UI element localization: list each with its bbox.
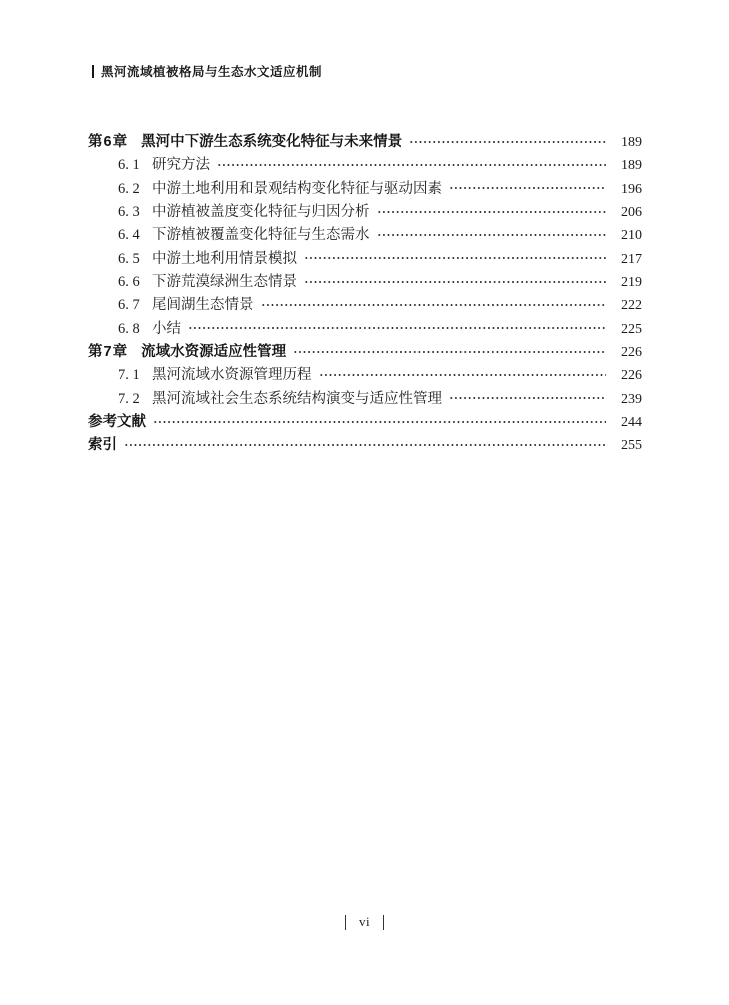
toc-entry-title: 中游土地利用和景观结构变化特征与驱动因素 bbox=[152, 180, 442, 197]
dot-leader bbox=[377, 228, 607, 242]
toc-entry-page: 222 bbox=[621, 298, 642, 314]
toc-entry-7-1 bbox=[88, 363, 642, 386]
toc-entry-page: 244 bbox=[621, 415, 642, 431]
toc-entry-number: 6. 8 bbox=[118, 320, 140, 337]
dot-leader bbox=[449, 181, 606, 195]
toc-entry-page: 210 bbox=[621, 228, 642, 244]
toc-entry-page: 255 bbox=[621, 438, 642, 454]
dot-leader bbox=[261, 298, 607, 312]
dot-leader bbox=[188, 321, 606, 335]
toc-entry-page: 225 bbox=[621, 321, 642, 337]
toc-entry-6-7 bbox=[88, 293, 642, 316]
toc-entry-title: 黑河中下游生态系统变化特征与未来情景 bbox=[141, 134, 403, 150]
footer-rule-left bbox=[345, 915, 346, 930]
toc-entry-7-2 bbox=[88, 387, 642, 410]
toc-entry-title: 中游土地利用情景模拟 bbox=[152, 250, 297, 267]
toc-entry-title: 小结 bbox=[152, 320, 181, 337]
toc-entry-page: 226 bbox=[621, 368, 642, 384]
dot-leader bbox=[409, 135, 606, 149]
toc-entry-6-6 bbox=[88, 270, 642, 293]
toc-entry-chapter-6 bbox=[88, 130, 642, 153]
book-title: 黑河流域植被格局与生态水文适应机制 bbox=[101, 65, 323, 79]
toc-entry-page: 206 bbox=[621, 205, 642, 221]
running-header bbox=[92, 62, 322, 80]
toc-entry-number: 7. 1 bbox=[118, 367, 140, 384]
dot-leader bbox=[304, 251, 606, 265]
toc-entry-number: 6. 2 bbox=[118, 180, 140, 197]
toc-entry-page: 189 bbox=[621, 158, 642, 174]
toc-entry-title: 黑河流域水资源管理历程 bbox=[152, 367, 312, 384]
toc-entry-number: 6. 7 bbox=[118, 297, 140, 314]
toc-entry-title: 研究方法 bbox=[152, 157, 210, 174]
toc-entry-label: 第7章 bbox=[88, 344, 129, 361]
folio-page-number: vi bbox=[358, 914, 371, 929]
toc-entry-title: 参考文献 bbox=[88, 414, 146, 431]
toc-entry-title: 下游植被覆盖变化特征与生态需水 bbox=[152, 227, 370, 244]
toc-entry-6-5 bbox=[88, 247, 642, 270]
toc-entry-number: 7. 2 bbox=[118, 390, 140, 407]
toc-entry-6-2 bbox=[88, 177, 642, 200]
toc-entry-6-4 bbox=[88, 223, 642, 246]
toc-entry-number: 6. 6 bbox=[118, 274, 140, 291]
dot-leader bbox=[153, 415, 606, 429]
toc-entry-page: 239 bbox=[621, 391, 642, 407]
dot-leader bbox=[217, 158, 606, 172]
table-of-contents bbox=[88, 130, 642, 457]
toc-entry-title: 尾闾湖生态情景 bbox=[152, 297, 254, 314]
toc-entry-title: 下游荒漠绿洲生态情景 bbox=[152, 274, 297, 291]
toc-entry-title: 索引 bbox=[88, 437, 117, 454]
dot-leader bbox=[377, 205, 607, 219]
toc-entry-references bbox=[88, 410, 642, 433]
dot-leader bbox=[449, 391, 606, 405]
page-footer bbox=[0, 914, 729, 930]
dot-leader bbox=[319, 368, 607, 382]
toc-entry-chapter-7 bbox=[88, 340, 642, 363]
footer-rule-right bbox=[383, 915, 384, 930]
toc-entry-number: 6. 4 bbox=[118, 227, 140, 244]
toc-entry-title: 黑河流域社会生态系统结构演变与适应性管理 bbox=[152, 390, 442, 407]
toc-entry-6-3 bbox=[88, 200, 642, 223]
toc-entry-label: 第6章 bbox=[88, 134, 129, 150]
toc-entry-index bbox=[88, 433, 642, 456]
toc-entry-number: 6. 3 bbox=[118, 204, 140, 221]
toc-entry-title: 中游植被盖度变化特征与归因分析 bbox=[152, 204, 370, 221]
toc-entry-title: 流域水资源适应性管理 bbox=[141, 344, 287, 361]
toc-entry-page: 226 bbox=[621, 345, 642, 361]
toc-entry-page: 189 bbox=[621, 135, 642, 150]
toc-entry-page: 219 bbox=[621, 275, 642, 291]
toc-entry-page: 196 bbox=[621, 181, 642, 197]
toc-entry-6-1 bbox=[88, 153, 642, 176]
toc-entry-6-8 bbox=[88, 317, 642, 340]
dot-leader bbox=[124, 438, 606, 452]
dot-leader bbox=[293, 345, 606, 359]
toc-entry-number: 6. 5 bbox=[118, 250, 140, 267]
dot-leader bbox=[304, 275, 606, 289]
header-rule-bar bbox=[92, 65, 94, 78]
toc-entry-number: 6. 1 bbox=[118, 157, 140, 174]
toc-entry-page: 217 bbox=[621, 251, 642, 267]
